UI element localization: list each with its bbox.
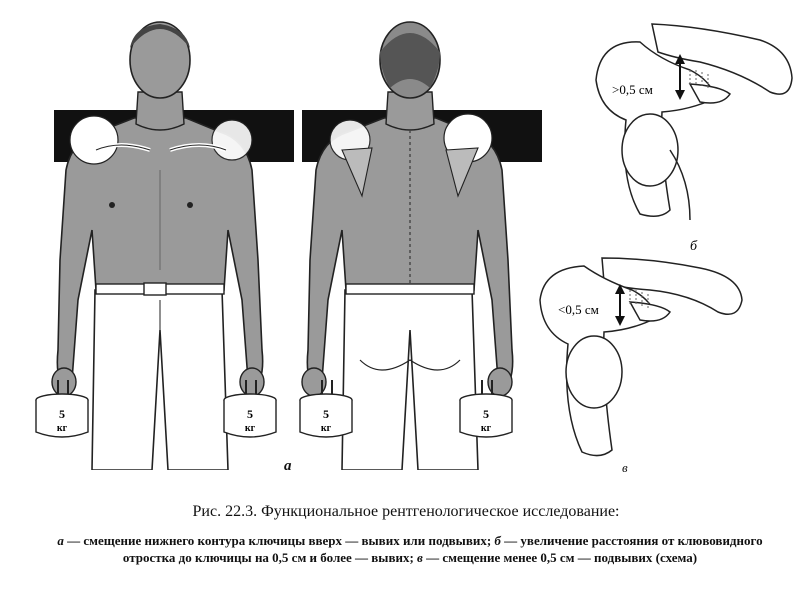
shoulder-scheme-subluxation — [540, 258, 742, 456]
caption-text-a: — смещение нижнего контура ключицы вверх — вывих или подвывих; — [63, 533, 495, 548]
caption-marker-a: а — [57, 533, 64, 548]
back-trousers — [342, 290, 478, 470]
back-left-weight-value: 5 — [323, 407, 329, 421]
caption-marker-b: б — [494, 533, 501, 548]
caption-marker-v: в — [417, 550, 423, 565]
front-right-weight-value: 5 — [247, 407, 253, 421]
front-left-shoulder-xray-circle — [70, 116, 118, 164]
panel-v-label: в — [622, 460, 628, 475]
front-left-weight-value: 5 — [59, 407, 65, 421]
back-right-weight-value: 5 — [483, 407, 489, 421]
measure-more-than-label: >0,5 см — [612, 82, 653, 97]
front-right-weight-unit: кг — [244, 423, 256, 434]
panel-a-label: а — [284, 458, 292, 474]
front-left-weight-unit: кг — [56, 423, 68, 434]
caption-text-b: — увеличение расстояния от клювовидного отростка до ключицы на 0,5 см и более — вывих; — [122, 533, 763, 565]
back-left-weight-unit: кг — [320, 423, 332, 434]
back-figure — [300, 22, 542, 470]
back-belt — [346, 284, 474, 294]
back-right-weight-unit: кг — [480, 423, 492, 434]
measure-less-than-label: <0,5 см — [558, 302, 599, 317]
front-right-shoulder-xray-circle — [212, 120, 252, 160]
caption-body — [30, 532, 790, 566]
front-figure — [36, 22, 294, 470]
panel-b-label: б — [690, 239, 698, 254]
shoulder-scheme-dislocation — [596, 24, 792, 220]
caption-title: Рис. 22.3. Функциональное рентгенологическое исследование: — [192, 503, 620, 520]
caption-text-v: — смещение менее 0,5 см — подвывих (схема) — [422, 550, 698, 565]
